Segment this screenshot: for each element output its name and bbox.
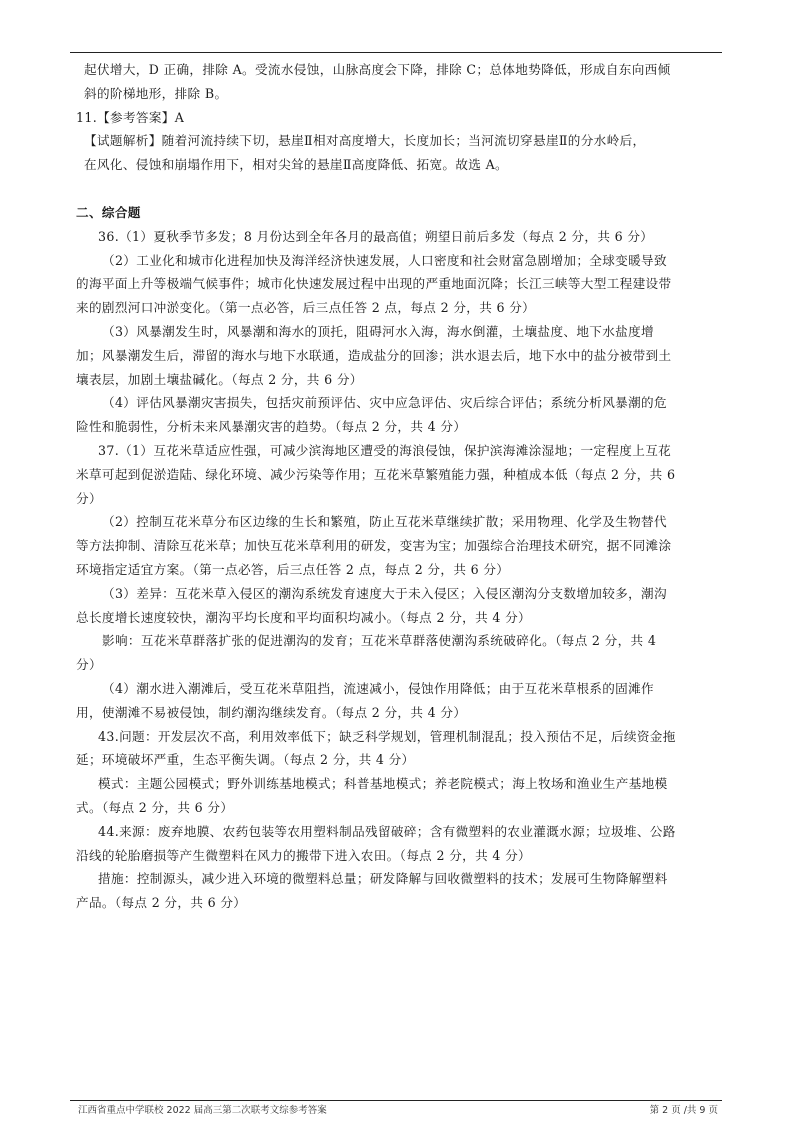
text-line: 来的剧烈河口冲淤变化。（第一点必答，后三点任答 2 点，每点 2 分，共 6 分） (76, 300, 536, 316)
text-line: 环境指定适宜方案。（第一点必答，后三点任答 2 点，每点 2 分，共 6 分） (76, 561, 510, 577)
spacer (76, 177, 718, 201)
text-line: 在风化、侵蚀和崩塌作用下，相对尖耸的悬崖Ⅱ高度降低、拓宽。故选 A。 (84, 157, 508, 173)
text-line: 用，使潮滩不易被侵蚀，制约潮沟继续发育。（每点 2 分，共 4 分） (76, 704, 467, 720)
question-37-part-3: （3）差异：互花米草入侵区的潮沟系统发育速度大于未入侵区；入侵区潮沟分支数增加较多，潮沟 (102, 585, 667, 601)
question-44-sources: 44.来源：废弃地膜、农药包装等农用塑料制品残留破碎；含有微塑料的农业灌溉水源；垃圾堆、公路 (98, 823, 676, 839)
text-line: 的海平面上升等极端气候事件；城市化快速发展过程中出现的严重地面沉降；长江三峡等大型工程建设带 (76, 276, 672, 292)
text-line: 产品。（每点 2 分，共 6 分） (76, 895, 247, 911)
question-37-part-1: 37.（1）互花米草适应性强，可减少滨海地区遭受的海浪侵蚀，保护滨海滩涂湿地；一定程度上互花 (98, 442, 672, 458)
text-line: 壤表层，加剧土壤盐碱化。（每点 2 分，共 6 分） (76, 371, 363, 387)
question-36-part-3: （3）风暴潮发生时，风暴潮和海水的顶托，阻碍河水入海，海水倒灌，土壤盐度、地下水盐度增 (102, 323, 654, 339)
page-number: 第 2 页 /共 9 页 (649, 1105, 718, 1116)
text-line: 式。（每点 2 分，共 6 分） (76, 799, 234, 815)
question-36-part-1: 36.（1）夏秋季节多发；8 月份达到全年各月的最高值；朔望日前后多发（每点 2 分，共 6 分） (98, 228, 654, 244)
question-37-part-3-impact: 影响：互花米草群落扩张的促进潮沟的发育；互花米草群落使潮沟系统破碎化。（每点 2 分，共 4 (102, 633, 657, 649)
question-43-problems: 43.问题：开发层次不高，利用效率低下；缺乏科学规划，管理机制混乱；投入预估不足，后续资金拖 (98, 728, 676, 744)
text-line: 等方法抑制、清除互花米草；加快互花米草利用的研发，变害为宝；加强综合治理技术研究，据不同滩涂 (76, 538, 672, 554)
text-line: 分） (76, 490, 102, 506)
text-line: 斜的阶梯地形，排除 B。 (84, 85, 228, 101)
question-11-answer: 11.【参考答案】A (76, 109, 185, 125)
question-37-part-4: （4）潮水进入潮滩后，受互花米草阻挡，流速减小，侵蚀作用降低；由于互花米草根系的固滩作 (102, 680, 654, 696)
text-line: 分） (76, 657, 102, 673)
text-line: 延；环境破坏严重，生态平衡失调。（每点 2 分，共 4 分） (76, 752, 415, 768)
question-36-part-2: （2）工业化和城市化进程加快及海洋经济快速发展，人口密度和社会财富急剧增加；全球变暖导致 (102, 252, 667, 268)
header-rule (70, 52, 722, 53)
question-36-part-4: （4）评估风暴潮灾害损失，包括灾前预评估、灾中应急评估、灾后综合评估；系统分析风暴潮的危 (102, 395, 667, 411)
footer-rule (70, 1100, 722, 1101)
footer-source: 江西省重点中学联校 2022 届高三第二次联考文综参考答案 (78, 1105, 327, 1116)
answer-content (76, 58, 718, 915)
text-line: 米草可起到促淤造陆、绿化环境、减少污染等作用；互花米草繁殖能力强，种植成本低（每点 2 分，共 6 (76, 466, 676, 482)
text-line: 险性和脆弱性，分析未来风暴潮灾害的趋势。（每点 2 分，共 4 分） (76, 419, 467, 435)
question-11-analysis: 【试题解析】随着河流持续下切，悬崖Ⅱ相对高度增大，长度加长；当河流切穿悬崖Ⅱ的分水岭后， (84, 133, 646, 149)
question-44-measures: 措施：控制源头，减少进入环境的微塑料总量；研发降解与回收微塑料的技术；发展可生物降解塑料 (98, 871, 668, 887)
text-line: 沿线的轮胎磨损等产生微塑料在风力的搬带下进入农田。（每点 2 分，共 4 分） (76, 847, 531, 863)
section-heading: 二、综合题 (76, 204, 141, 220)
question-43-modes: 模式：主题公园模式；野外训练基地模式；科普基地模式；养老院模式；海上牧场和渔业生产基地模 (98, 776, 668, 792)
question-37-part-2: （2）控制互花米草分布区边缘的生长和繁殖，防止互花米草继续扩散；采用物理、化学及生物替代 (102, 514, 667, 530)
text-line: 加；风暴潮发生后，滞留的海水与地下水联通，造成盐分的回渗；洪水退去后，地下水中的盐分被带到土 (76, 347, 672, 363)
text-line: 总长度增长速度较快，潮沟平均长度和平均面积均减小。（每点 2 分，共 4 分） (76, 609, 531, 625)
text-line: 起伏增大，D 正确，排除 A。受流水侵蚀，山脉高度会下降，排除 C；总体地势降低，形成自东向西倾 (84, 62, 671, 77)
